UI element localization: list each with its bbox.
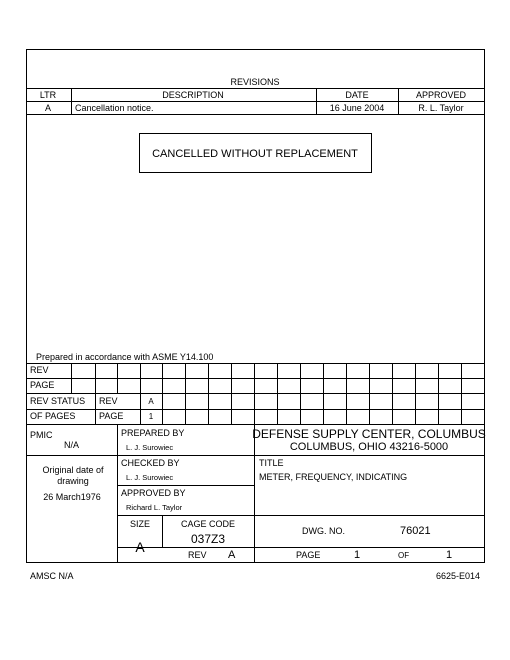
prepared-by-name: L. J. Surowiec	[126, 443, 174, 452]
revisions-col-divider-1	[71, 88, 72, 114]
revisions-rule-bottom	[26, 114, 485, 115]
bottom-of-label: OF	[398, 551, 410, 560]
agency-name: DEFENSE SUPPLY CENTER, COLUMBUS	[252, 427, 486, 441]
status-grid-vline	[461, 363, 462, 424]
footer-amsc: AMSC N/A	[30, 571, 74, 581]
prepared-note: Prepared in accordance with ASME Y14.100	[36, 352, 214, 362]
status-rule-5	[26, 424, 485, 425]
status-grid-vline	[185, 363, 186, 424]
pmic-value: N/A	[64, 440, 80, 450]
status-grid-vline	[369, 363, 370, 424]
bottom-rev-value: A	[228, 549, 236, 561]
dwg-no-value: 76021	[400, 525, 431, 537]
revisions-rule-mid	[26, 101, 485, 102]
of-pages-label: OF PAGES	[30, 411, 76, 421]
status-rev-label: REV	[30, 365, 49, 375]
rev-status-label: REV STATUS	[30, 396, 86, 406]
status-grid-vline	[208, 363, 209, 424]
dwg-no-label: DWG. NO.	[302, 526, 345, 536]
rev-status-value: A	[148, 397, 154, 406]
title-block-rule	[117, 485, 254, 486]
revisions-header-date: DATE	[345, 90, 369, 100]
status-grid-vline	[254, 363, 255, 424]
revisions-title: REVISIONS	[230, 77, 280, 87]
revisions-col-divider-3	[398, 88, 399, 114]
prepared-by-label: PREPARED BY	[121, 428, 185, 438]
cancellation-notice: CANCELLED WITHOUT REPLACEMENT	[152, 148, 358, 160]
status-grid-vline	[346, 363, 347, 424]
of-pages-value: 1	[148, 412, 154, 421]
approved-by-name: Richard L. Taylor	[126, 503, 183, 512]
status-grid-vline	[392, 363, 393, 424]
footer-form-number: 6625-E014	[436, 571, 481, 581]
title-block-vline	[117, 424, 118, 563]
checked-by-name: L. J. Surowiec	[126, 473, 174, 482]
title-block-rule	[26, 455, 485, 456]
status-grid-vline	[71, 363, 72, 393]
size-value: A	[135, 539, 145, 555]
revisions-header-approved: APPROVED	[415, 90, 467, 100]
status-grid-vline	[438, 363, 439, 424]
status-grid-vline	[117, 363, 118, 393]
title-block-vline	[254, 424, 255, 563]
status-grid-vline	[231, 363, 232, 424]
revision-ltr: A	[44, 103, 52, 113]
status-grid-vline	[300, 363, 301, 424]
revisions-header-description: DESCRIPTION	[162, 90, 224, 100]
cage-code-value: 037Z3	[190, 532, 226, 546]
revision-description: Cancellation notice.	[75, 103, 154, 113]
status-grid-vline	[162, 363, 163, 424]
size-label: SIZE	[129, 519, 151, 529]
title-block-rule	[117, 515, 485, 516]
bottom-of-value: 1	[446, 549, 453, 561]
bottom-page-label: PAGE	[296, 550, 321, 560]
checked-by-label: CHECKED BY	[121, 458, 180, 468]
original-date-value: 26 March1976	[43, 492, 101, 502]
status-grid-vline	[95, 363, 96, 424]
rev-sub-label: REV	[99, 396, 118, 406]
pmic-label: PMIC	[30, 430, 53, 440]
cage-code-label: CAGE CODE	[180, 519, 236, 529]
status-grid-vline	[277, 363, 278, 424]
revision-date: 16 June 2004	[329, 103, 385, 113]
revisions-header-ltr: LTR	[39, 90, 57, 100]
page-sub-label: PAGE	[99, 411, 124, 421]
drawing-title: METER, FREQUENCY, INDICATING	[259, 472, 408, 482]
original-date-label: Original date of drawing	[42, 465, 104, 486]
agency-address: COLUMBUS, OHIO 43216-5000	[289, 441, 449, 453]
revisions-rule-top	[26, 88, 485, 89]
status-grid-vline	[415, 363, 416, 424]
title-block-vline	[162, 515, 163, 547]
status-page-label: PAGE	[30, 380, 55, 390]
approved-by-label: APPROVED BY	[121, 488, 186, 498]
status-grid-vline	[140, 363, 141, 424]
bottom-page-value: 1	[354, 549, 361, 561]
status-grid-vline	[323, 363, 324, 424]
revisions-col-divider-2	[316, 88, 317, 114]
bottom-rev-label: REV	[188, 550, 207, 560]
revision-approved: R. L. Taylor	[418, 103, 464, 113]
title-label: TITLE	[259, 458, 284, 468]
title-block-rule	[117, 547, 485, 548]
